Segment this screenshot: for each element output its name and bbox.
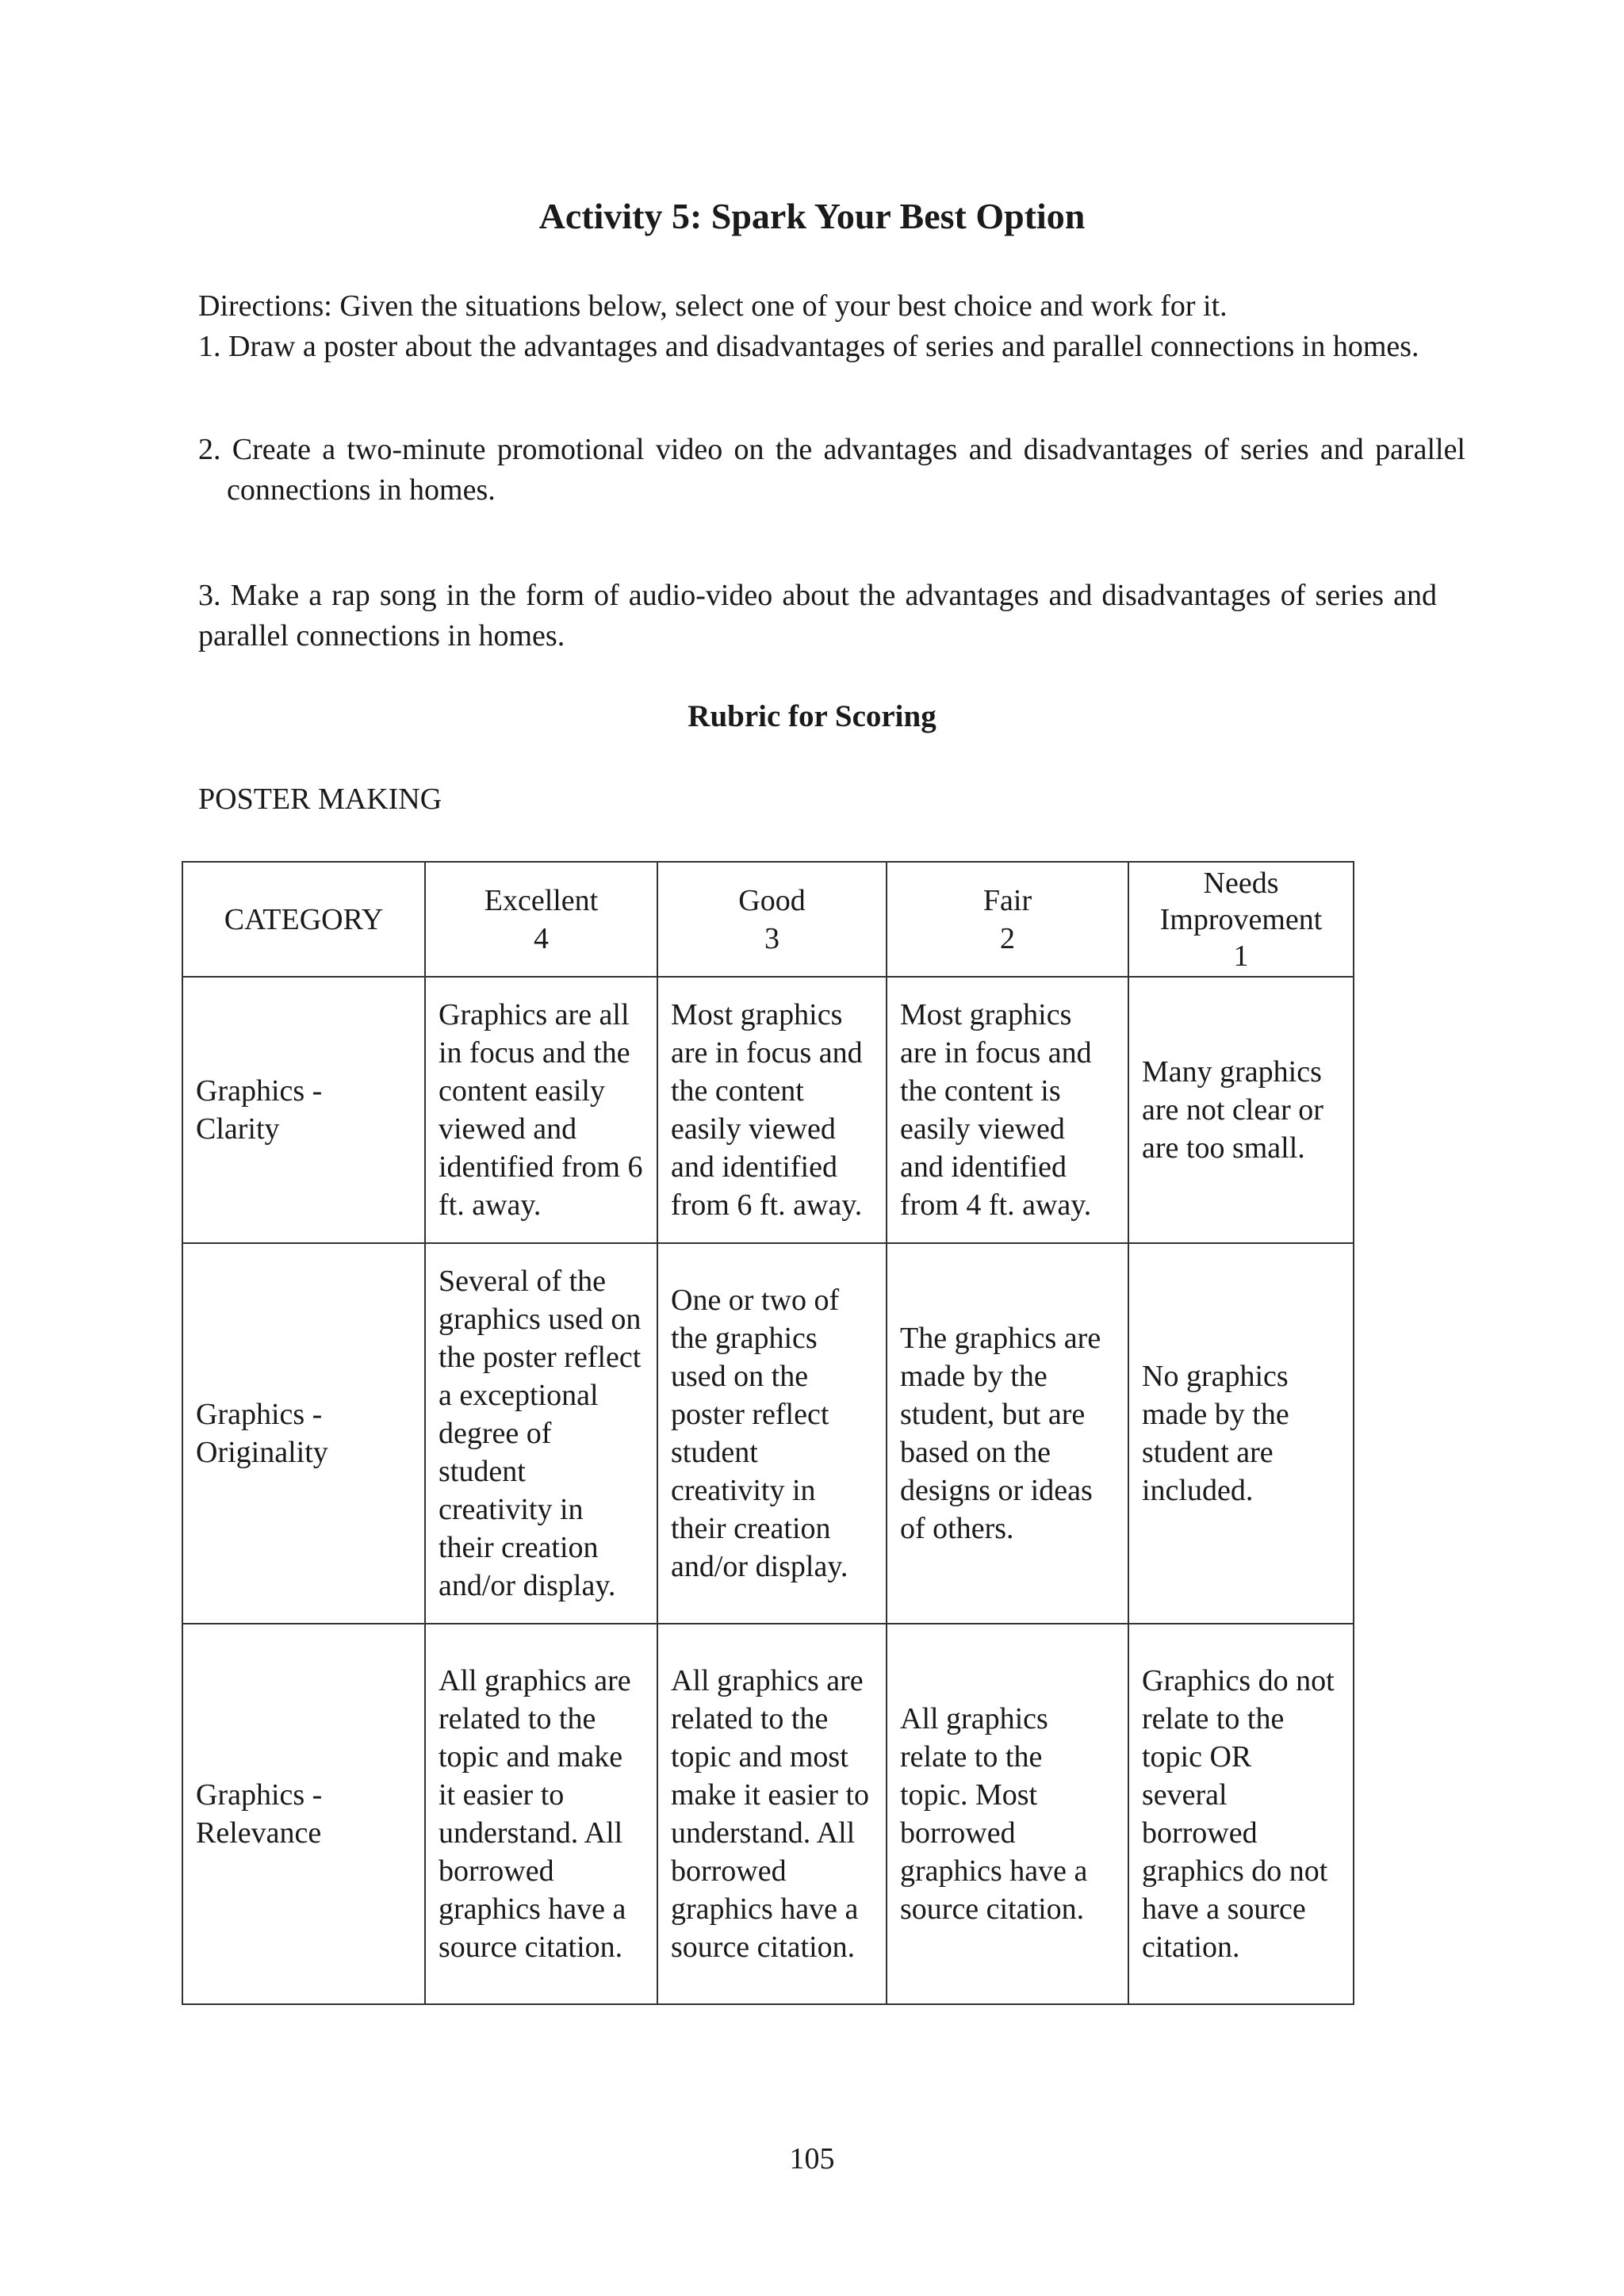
header-fair: Fair 2: [887, 862, 1128, 977]
score-cell: The graphics are made by the student, but are based on the designs or ideas of others.: [887, 1243, 1128, 1624]
score-cell: One or two of the graphics used on the poster reflect student creativity in their creation and/or display.: [657, 1243, 887, 1624]
activity-title: Activity 5: Spark Your Best Option: [538, 196, 1086, 236]
option-item-1: 1. Draw a poster about the advantages and disadvantages of series and parallel connections in homes.: [198, 330, 1419, 363]
header-needs-improvement: Needs Improvement 1: [1128, 862, 1354, 977]
rubric-header-row: [182, 862, 1354, 977]
score-cell: Graphics do not relate to the topic OR several borrowed graphics do not have a source citation.: [1128, 1624, 1354, 2004]
option-item-3: 3. Make a rap song in the form of audio-video about the advantages and disadvantages of series and parallel connections in homes.: [198, 579, 1437, 652]
category-cell: Graphics - Originality: [182, 1243, 425, 1624]
score-cell: Several of the graphics used on the poster reflect a exceptional degree of student creativity in their creation and/or display.: [425, 1243, 657, 1624]
score-cell: All graphics are related to the topic and make it easier to understand. All borrowed graphics have a source citation.: [425, 1624, 657, 2004]
score-cell: Most graphics are in focus and the content easily viewed and identified from 6 ft. away.: [657, 977, 887, 1243]
rubric-table: [182, 861, 1354, 2005]
table-row: [182, 1624, 1354, 2004]
page-number: 105: [789, 2142, 835, 2175]
category-cell: Graphics - Relevance: [182, 1624, 425, 2004]
section-label: POSTER MAKING: [198, 783, 442, 816]
category-cell: Graphics - Clarity: [182, 977, 425, 1243]
table-row: [182, 1243, 1354, 1624]
directions-text: Directions: Given the situations below, select one of your best choice and work for it.: [198, 289, 1228, 323]
score-cell: All graphics are related to the topic and most make it easier to understand. All borrowed graphics have a source citation.: [657, 1624, 887, 2004]
score-cell: Graphics are all in focus and the content easily viewed and identified from 6 ft. away.: [425, 977, 657, 1243]
table-row: [182, 977, 1354, 1243]
header-good: Good 3: [657, 862, 887, 977]
header-excellent: Excellent 4: [425, 862, 657, 977]
option-item-2: 2. Create a two-minute promotional video on the advantages and disadvantages of series and parallel connections in homes.: [198, 433, 1465, 507]
rubric-heading: Rubric for Scoring: [688, 699, 936, 733]
score-cell: All graphics relate to the topic. Most borrowed graphics have a source citation.: [887, 1624, 1128, 2004]
score-cell: Many graphics are not clear or are too small.: [1128, 977, 1354, 1243]
header-category: CATEGORY: [182, 862, 425, 977]
score-cell: No graphics made by the student are included.: [1128, 1243, 1354, 1624]
score-cell: Most graphics are in focus and the content is easily viewed and identified from 4 ft. away.: [887, 977, 1128, 1243]
